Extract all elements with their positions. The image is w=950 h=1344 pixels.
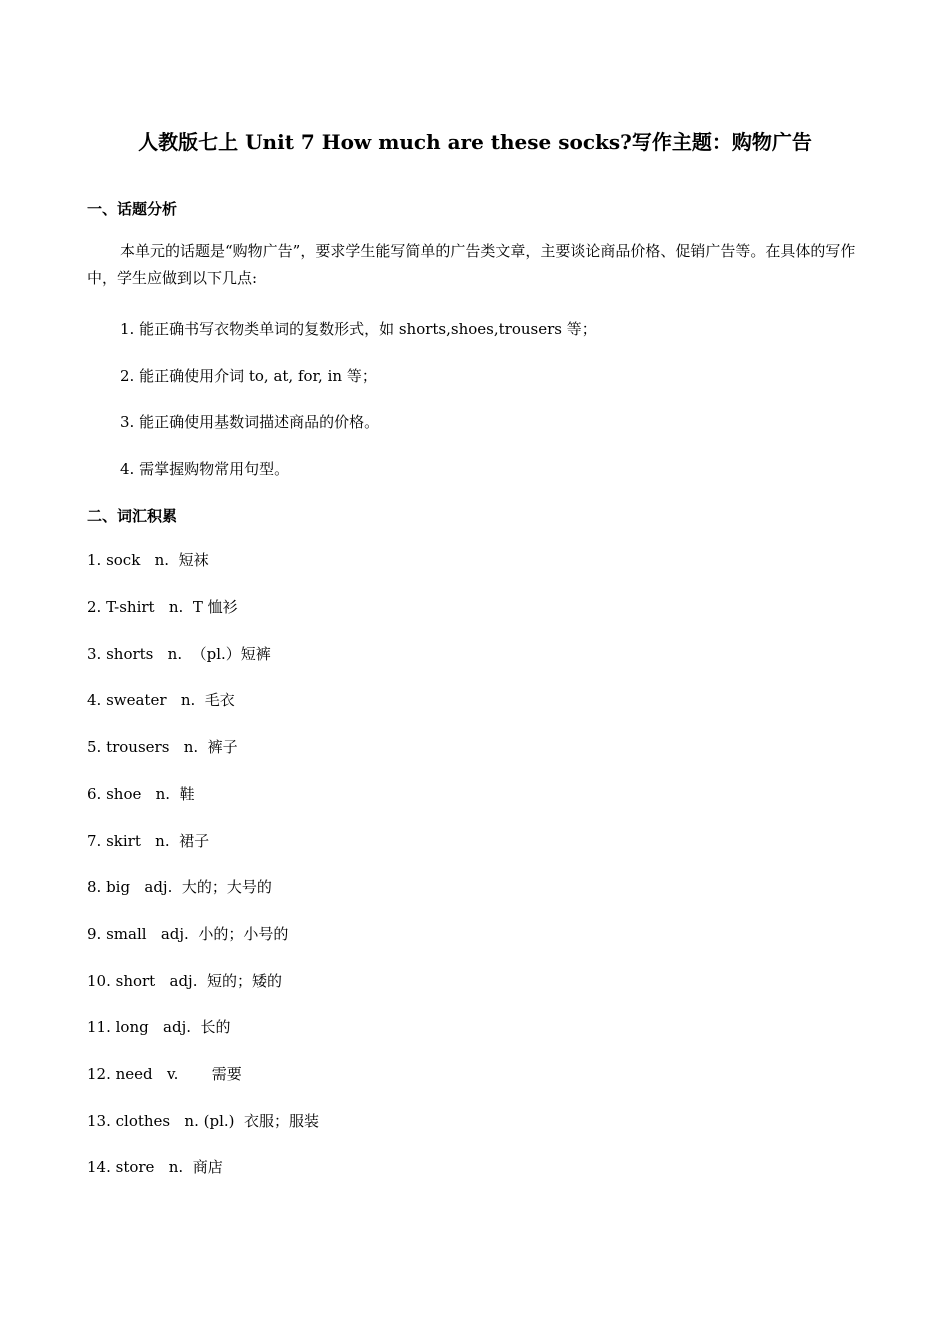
vocab-item: 14. store n. 商店 [87, 1158, 223, 1176]
vocab-item: 8. big adj. 大的；大号的 [87, 878, 272, 896]
writing-point: 2. 能正确使用介词 to, at, for, in 等； [120, 367, 377, 385]
writing-point: 1. 能正确书写衣物类单词的复数形式，如 shorts,shoes,trousers 等； [120, 320, 597, 338]
writing-point: 3. 能正确使用基数词描述商品的价格。 [120, 413, 380, 431]
vocab-item: 12. need v. 需要 [87, 1065, 242, 1083]
writing-point: 4. 需掌握购物常用句型。 [120, 460, 290, 478]
vocab-item: 1. sock n. 短袜 [87, 551, 209, 569]
vocab-item: 3. shorts n. （pl.）短裤 [87, 645, 271, 663]
vocab-item: 13. clothes n. (pl.) 衣服；服装 [87, 1112, 320, 1130]
vocab-item: 6. shoe n. 鞋 [87, 785, 195, 803]
vocab-item: 5. trousers n. 裤子 [87, 738, 238, 756]
vocab-item: 7. skirt n. 裙子 [87, 832, 210, 850]
section-heading-topic-analysis: 一、话题分析 [87, 200, 178, 218]
topic-analysis-paragraph: 本单元的话题是“购物广告”，要求学生能写简单的广告类文章，主要谈论商品价格、促销广告等。在具体的写作中，学生应做到以下几点: [87, 242, 856, 287]
vocab-item: 2. T-shirt n. T 恤衫 [87, 598, 238, 616]
vocab-item: 10. short adj. 短的；矮的 [87, 972, 283, 990]
vocab-item: 9. small adj. 小的；小号的 [87, 925, 289, 943]
vocab-item: 4. sweater n. 毛衣 [87, 691, 235, 709]
section-heading-vocabulary: 二、词汇积累 [87, 507, 178, 525]
vocab-item: 11. long adj. 长的 [87, 1018, 231, 1036]
document-title: 人教版七上 Unit 7 How much are these socks?写作主题：购物广告 [138, 130, 812, 154]
